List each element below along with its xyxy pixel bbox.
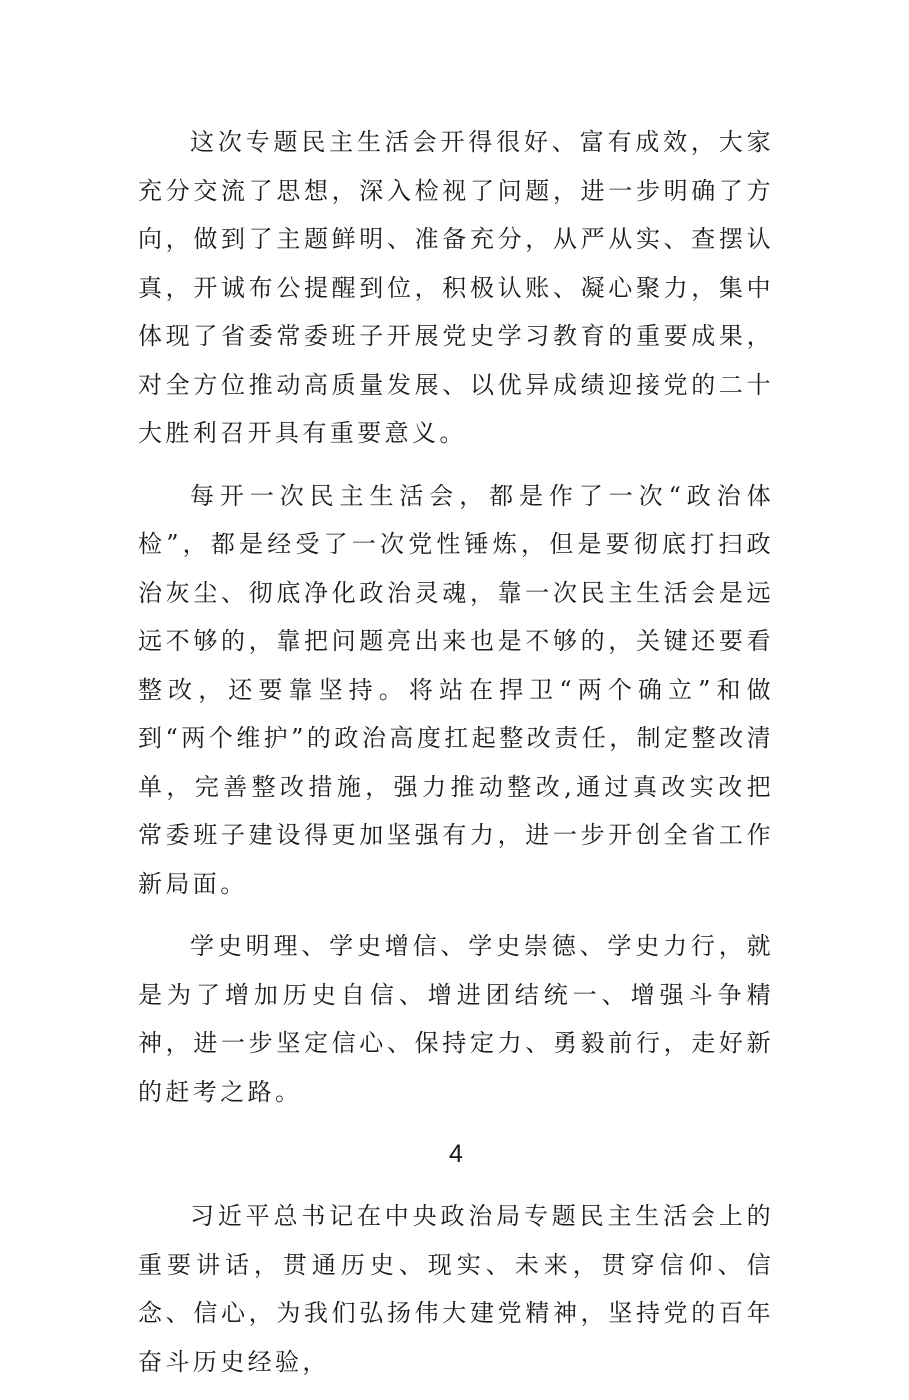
paragraph-4: 习近平总书记在中央政治局专题民主生活会上的重要讲话，贯通历史、现实、未来，贯穿信仰、信念、信心，为我们弘扬伟大建党精神，坚持党的百年奋斗历史经验， xyxy=(138,1202,774,1376)
paragraph-1: 这次专题民主生活会开得很好、富有成效，大家充分交流了思想，深入检视了问题，进一步明确了方向，做到了主题鲜明、准备充分，从严从实、查摆认真，开诚布公提醒到位，积极认账、凝心聚力，集中体现了省委常委班子开展党史学习教育的重要成果，对全方位推动高质量发展、以优异成绩迎接党的二十大胜利召开具有重要意义。 xyxy=(138,128,774,447)
document-body xyxy=(138,118,774,1400)
paragraph-3: 学史明理、学史增信、学史崇德、学史力行，就是为了增加历史自信、增进团结统一、增强斗争精神，进一步坚定信心、保持定力、勇毅前行，走好新的赶考之路。 xyxy=(138,932,774,1106)
paragraph-2: 每开一次民主生活会，都是作了一次“政治体检”，都是经受了一次党性锤炼，但是要彻底打扫政治灰尘、彻底净化政治灵魂，靠一次民主生活会是远远不够的，靠把问题亮出来也是不够的，关键还要看整改，还要靠坚持。将站在捍卫“两个确立”和做到“两个维护”的政治高度扛起整改责任，制定整改清单，完善整改措施，强力推动整改,通过真改实改把常委班子建设得更加坚强有力，进一步开创全省工作新局面。 xyxy=(138,481,774,898)
section-number: 4 xyxy=(449,1140,463,1168)
